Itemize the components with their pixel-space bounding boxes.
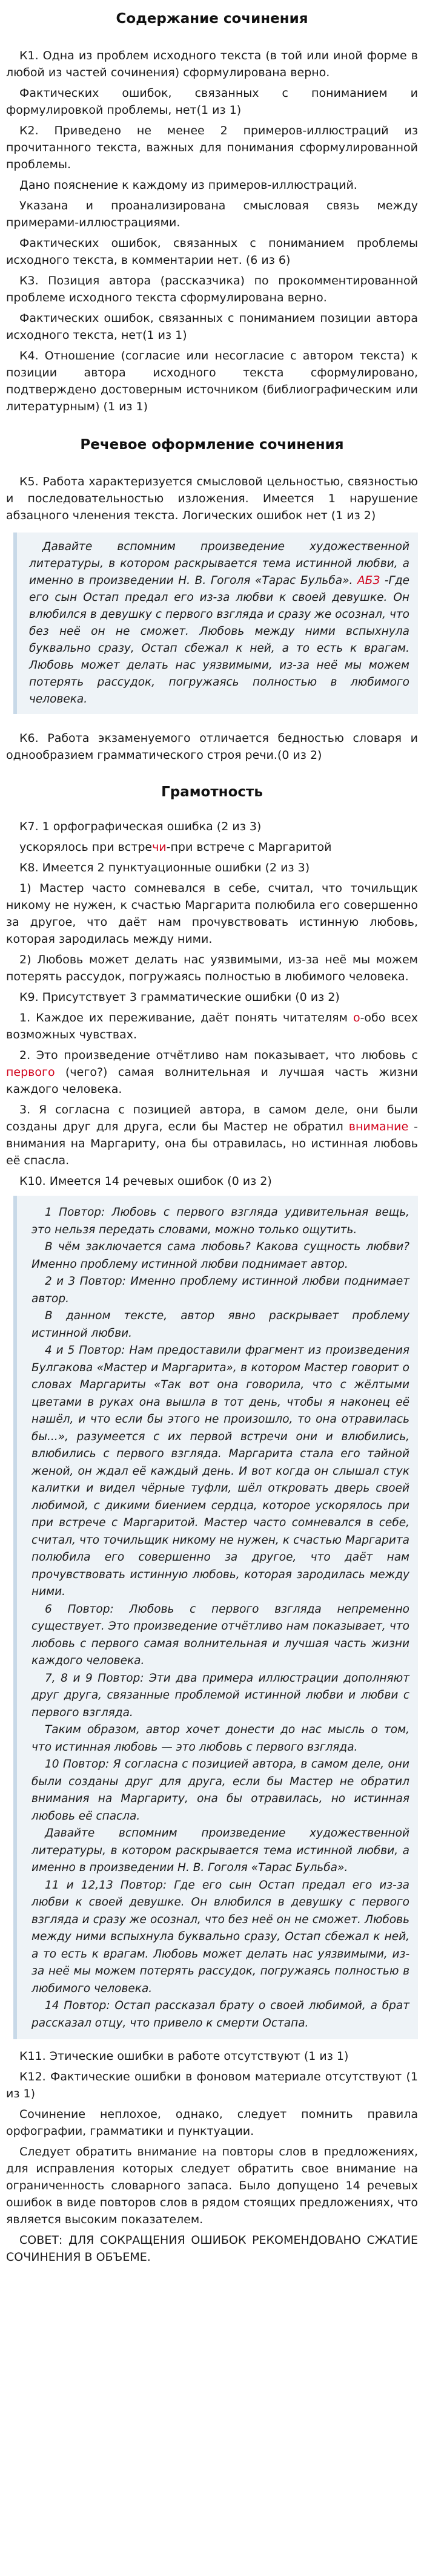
k5-text: К5. Работа характеризуется смысловой цельностью, связностью и последовательностью изложения. Имеется 1 нарушение абзацного членения текста. Логических ошибок нет (1 из 2) xyxy=(6,475,418,522)
speech-error-2-3-b: В данном тексте, автор явно раскрывает проблему истинной любви. xyxy=(31,1309,409,1340)
speech-error-6: 6 Повтор: Любовь с первого взгляда непременно существует. Это произведение отчётливо нам показывает, что любовь с первого самая волнительная и лучшая часть жизни каждого человека. xyxy=(31,1602,409,1667)
k2-link: Указана и проанализирована смысловая связь между примерами-иллюстрациями. xyxy=(6,199,418,229)
k2-explain: Дано пояснение к каждому из примеров-иллюстраций. xyxy=(19,179,357,192)
k9-2c: (чего?) самая волнительная и лучшая часть жизни каждого человека. xyxy=(6,1066,418,1096)
quote-part1: Давайте вспомним произведение художественной литературы, в котором раскрывается тема истинной любви, а именно в произведении Н. В. Гоголя «Тарас Бульба». xyxy=(29,540,409,587)
speech-error-7-8-9: 7, 8 и 9 Повтор: Эти два примера иллюстрации дополняют друг друга, связанные проблемой истинной любви и любви с первого взгляда. xyxy=(31,1671,409,1719)
speech-error-7-8-9-b: Таким образом, автор хочет донести до нас мысль о том, что истинная любовь — это любовь с первого взгляда. xyxy=(31,1723,409,1754)
k9-1b: о xyxy=(353,1011,360,1024)
speech-errors-quote xyxy=(13,1196,418,2039)
quote-abz-marker: АБЗ xyxy=(357,574,380,587)
k3-text: К3. Позиция автора (рассказчика) по прокомментированной проблеме исходного текста сформулирована верно. xyxy=(6,274,418,304)
k7-text: К7. 1 орфографическая ошибка (2 из 3) xyxy=(19,820,262,833)
speech-error-1-q: В чём заключается сама любовь? Какова сущность любви? Именно проблему истинной любви поднимает автор. xyxy=(31,1240,409,1271)
speech-error-1: 1 Повтор: Любовь с первого взгляда удивительная вещь, это нельзя передать словами, можно только ощутить. xyxy=(31,1206,409,1236)
k9-item-2 xyxy=(6,1047,418,1098)
k7-example xyxy=(6,839,418,856)
speech-error-10: 10 Повтор: Я согласна с позицией автора, в самом деле, они были созданы друг для друга, если бы Мастер не обратил внимания на Маргариту, она бы отравилась, но истинная любовь её спасла. xyxy=(31,1758,409,1823)
speech-error-2-3: 2 и 3 Повтор: Именно проблему истинной любви поднимает автор. xyxy=(31,1275,409,1305)
speech-error-10-b: Давайте вспомним произведение художественной литературы, в котором раскрывается тема истинной любви, а именно в произведении Н. В. Гоголя «Тарас Бульба». xyxy=(31,1827,409,1874)
k3-errors: Фактических ошибок, связанных с пониманием позиции автора исходного текста, нет(1 из 1) xyxy=(6,312,418,342)
k5-quote xyxy=(13,533,418,714)
k9-3b: внимание xyxy=(348,1120,409,1133)
k9-text: К9. Присутствует 3 грамматические ошибки (0 из 2) xyxy=(19,991,340,1004)
section-title-literacy: Грамотность xyxy=(161,784,263,800)
k8-item-2: 2) Любовь может делать нас уязвимыми, из-за неё мы можем потерять рассудок, погружаясь полностью в любимого человека. xyxy=(6,953,418,983)
k7-ex-a: ускорялось при встре xyxy=(19,841,153,854)
k9-1c: -обо всех возможных чувствах. xyxy=(6,1011,418,1041)
speech-error-14: 14 Повтор: Остап рассказал брату о своей любимой, а брат рассказал отцу, что привело к смерти Остапа. xyxy=(31,1999,409,2030)
k5-quote-text xyxy=(29,539,409,708)
speech-error-11-13: 11 и 12,13 Повтор: Где его сын Остап предал его из-за любви к своей девушке. Он влюбился в девушку с первого взгляда и сразу же осознал, что без неё он не сможет. Любовь между ними вспыхнула буквально сразу, Остап сбежал к ней, а то есть к врагам. Любовь может делать нас уязвимыми, из-за неё мы можем потерять рассудок, погружаясь полностью в любимого человека. xyxy=(31,1878,409,1995)
k2-text: К2. Приведено не менее 2 примеров-иллюстраций из прочитанного текста, важных для понимания сформулированной проблемы. xyxy=(6,124,418,171)
conclusion-1: Сочинение неплохое, однако, следует помнить правила орфографии, грамматики и пунктуации. xyxy=(6,2108,418,2138)
k8-item-1: 1) Мастер часто сомневался в себе, считал, что точильщик никому не нужен, к счастью Маргарита полюбила его совершенно за другое, что даёт нам прочувствовать истинную любовь, которая зародилась между ними. xyxy=(6,882,418,946)
k10-text: К10. Имеется 14 речевых ошибок (0 из 2) xyxy=(19,1175,272,1188)
speech-error-4-5: 4 и 5 Повтор: Нам предоставили фрагмент из произведения Булгакова «Мастер и Маргарита», в котором Мастер говорит о словах Маргариты «Так вот она говорила, что с жёлтыми цветами в руках она вышла в тот день, чтобы я наконец её нашёл, и что если бы этого не произошло, то она отравилась бы...», разумеется с их первой встречи они и влюбились, влюбились с первого взгляда. Маргарита стала его тайной женой, он ждал её каждый день. И вот когда он слышал стук калитки и видел чёрные туфли, шёл откровать дверь своей любимой, с дикими биением сердца, которое ускорялось при при встрече с Маргаритой. Мастер часто сомневался в себе, считал, что точильщик никому не нужен, к счастью Маргарита полюбила его совершенно за другое, что даёт нам прочувствовать истинную любовь, которая зародилась между ними. xyxy=(31,1344,409,1598)
k9-item-3 xyxy=(6,1101,418,1169)
k9-2b: первого xyxy=(6,1066,55,1079)
k4-text: К4. Отношение (согласие или несогласие с автором текста) к позиции автора исходного текста сформулировано, подтверждено достоверным источником (библиографическим или литературным) (1 из 1) xyxy=(6,349,418,413)
k9-3c: - внимания на Маргариту, она бы отравилась, но истинная любовь её спасла. xyxy=(6,1120,418,1167)
k9-2a: 2. Это произведение отчётливо нам показывает, что любовь с xyxy=(19,1049,418,1062)
conclusion-2: Следует обратить внимание на повторы слов в предложениях, для исправления которых следует обратить свое внимание на ограниченность словарного запаса. Было допущено 14 речевых ошибок в виде повторов слов в рядом стоящих предложениях, что является высоким показателем. xyxy=(6,2145,418,2226)
section-title-content: Содержание сочинения xyxy=(116,11,308,27)
k9-1a: 1. Каждое их переживание, даёт понять читателям xyxy=(19,1011,353,1024)
k1-errors: Фактических ошибок, связанных с пониманием и формулировкой проблемы, нет(1 из 1) xyxy=(6,87,418,117)
k7-ex-c: -при встрече с Маргаритой xyxy=(166,841,332,854)
k1-text: К1. Одна из проблем исходного текста (в той или иной форме в любой из частей сочинения) сформулирована верно. xyxy=(6,49,418,79)
k8-text: К8. Имеется 2 пунктуационные ошибки (2 из 3) xyxy=(19,861,310,874)
k6-text: К6. Работа экзаменуемого отличается бедностью словаря и однообразием грамматического строя речи.(0 из 2) xyxy=(6,732,418,762)
k9-item-1 xyxy=(6,1009,418,1043)
k2-errors: Фактических ошибок, связанных с пониманием проблемы исходного текста, в комментарии нет. (6 из 6) xyxy=(6,237,418,267)
k11-text: К11. Этические ошибки в работе отсутствуют (1 из 1) xyxy=(19,2050,349,2063)
section-title-speech: Речевое оформление сочинения xyxy=(80,437,344,453)
k12-text: К12. Фактические ошибки в фоновом материале отсутствуют (1 из 1) xyxy=(6,2070,418,2100)
quote-part2: -Где его сын Остап предал его из-за любви к своей девушке. Он влюбился в девушку с первого взгляда и сразу же осознал, что без неё он не сможет. Любовь между ними вспыхнула буквально сразу, Остап сбежал к ней, а то есть к врагам. Любовь может делать нас уязвимыми, из-за неё мы можем потерять рассудок, погружаясь полностью в любимого человека. xyxy=(29,574,409,706)
k9-3a: 3. Я согласна с позицией автора, в самом деле, они были созданы друг для друга, если бы Мастер не обратил xyxy=(6,1103,418,1133)
k7-ex-b: чи xyxy=(152,841,167,854)
advice: СОВЕТ: ДЛЯ СОКРАЩЕНИЯ ОШИБОК РЕКОМЕНДОВАНО СЖАТИЕ СОЧИНЕНИЯ В ОБЪЕМЕ. xyxy=(6,2234,418,2264)
